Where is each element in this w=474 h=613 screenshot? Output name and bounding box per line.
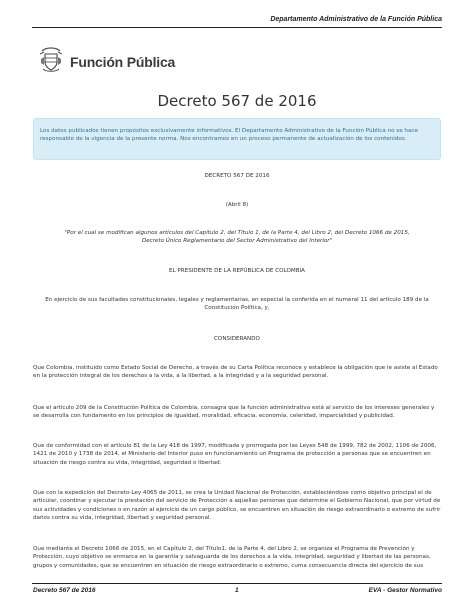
issuer-heading: EL PRESIDENTE DE LA REPÚBLICA DE COLOMBIA (168, 268, 306, 274)
footer-divider (32, 583, 442, 584)
footer-document-name: Decreto 567 de 2016 (33, 587, 96, 594)
footer-source: EVA - Gestor Normativo (368, 587, 442, 594)
paragraph: Que con la expedición del Decreto-Ley 4065 de 2011, se crea la Unidad Nacional de Protección, estableciéndose como objetivo principal el de articular, coordinar y ejecutar la prestación del servicio de Protección a aquellas personas que determine el Gobierno Nacional, que por virtud de sus actividades y condiciones o en razón al ejercicio de un cargo público, se encuentren en situación de riesgo extraordinario o extremo de sufrir daños contra su vida, integridad, libertad y seguridad personal. (33, 490, 441, 522)
disclaimer-notice: Los datos publicados tienen propósitos exclusivamente informativos. El Departamento Administrativo de la Función Pública no se hace responsable de la vigencia de la presente norma. Nos encontramos en un proceso permanente de actualización de los contenidos. (33, 118, 441, 160)
powers-paragraph: En ejercicio de sus facultades constitucionales, legales y reglamentarias, en especial la conferida en el numeral 11 del artículo 189 de la Constitución Política, y, (45, 297, 429, 312)
paragraph: Que Colombia, instituido como Estado Social de Derecho, a través de su Carta Política reconoce y establece la obligación que le asiste al Estado en la protección integral de los derechos a la vida, a la libertad, a la integridad y a la seguridad personal. (33, 365, 438, 380)
paragraph: Que el artículo 209 de la Constitución Política de Colombia, consagra que la función administrativa está al servicio de los intereses generales y se desarrolla con fundamento en los principios de igualdad, moralidad, eficacia, economía, celeridad, imparcialidad y publicidad. (33, 405, 435, 420)
decree-heading: DECRETO 567 DE 2016 (204, 173, 270, 179)
logo-text: Función Pública (70, 54, 176, 70)
considering-heading: CONSIDERANDO (214, 336, 260, 342)
paragraph: Que de conformidad con el artículo 81 de la Ley 418 de 1997, modificada y prorrogada por las Leyes 548 de 1999, 782 de 2002, 1106 de 2006, 1421 de 2010 y 1738 de 2014, el Ministerio del Interior puso en funcionamiento un Programa de protección a personas que se encuentren en situación de riesgo contra su vida, integridad, seguridad o libertad. (33, 443, 437, 466)
paragraph: Que mediante el Decreto 1066 de 2015, en el Capítulo 2, del Título1, de la Parte 4, del Libro 2, se organiza el Programa de Prevención y Protección, cuyo objetivo se enmarca en la garantía y salvaguarda de los derechos a la vida, integridad, seguridad y libertad de las personas, grupos y comunidades, que se encuentren en situación de riesgo extraordinario o extremo, cuma consecuencia directa del ejercicio de sus (33, 546, 431, 569)
colombia-coat-of-arms-icon (38, 45, 64, 79)
funcion-publica-logo (38, 45, 175, 79)
department-header: Departamento Administrativo de la Función Pública (270, 16, 442, 23)
header-divider (32, 27, 442, 28)
document-title: Decreto 567 de 2016 (157, 92, 317, 110)
page-number: 1 (235, 587, 239, 594)
decree-subtitle: "Por el cual se modifican algunos artículos del Capítulo 2, del Título 1, de la Parte 4, del Libro 2, del Decreto 1066 de 2015, Decreto Único Reglamentario del Sector Administrativo del Interior" (64, 230, 410, 245)
decree-date: (Abril 8) (225, 202, 249, 208)
